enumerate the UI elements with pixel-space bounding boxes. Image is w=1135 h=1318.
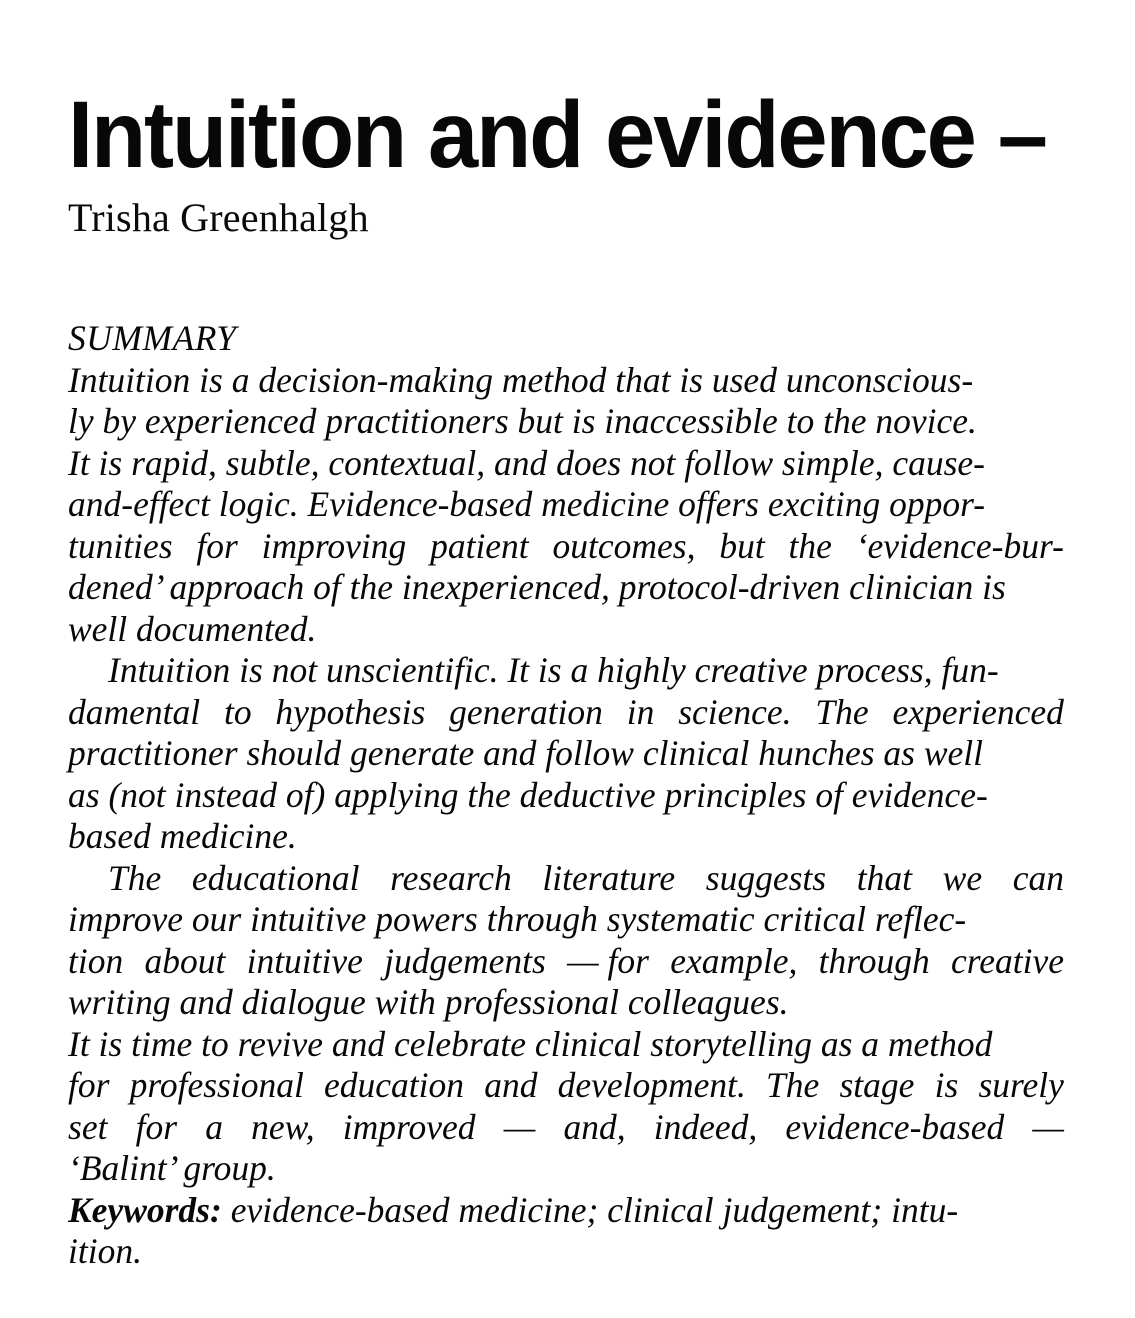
abstract-line	[68, 1107, 1064, 1149]
abstract-word: education	[324, 1065, 465, 1105]
abstract-line: It is time to revive and celebrate clinical storytelling as a method	[68, 1023, 993, 1064]
abstract-word: generation	[449, 691, 603, 732]
abstract-word: The	[766, 1065, 820, 1105]
abstract-line	[68, 1065, 1064, 1107]
abstract-word: tunities	[68, 525, 173, 566]
abstract-word: and	[484, 1065, 538, 1105]
abstract-word: judgements	[384, 940, 546, 981]
abstract-body	[68, 360, 1064, 1190]
abstract-line: Intuition is not unscientific. It is a highly creative process, fun-	[108, 650, 999, 690]
abstract-word: improved	[342, 1106, 476, 1147]
abstract-word: educational	[191, 857, 360, 898]
abstract-word: and,	[563, 1106, 626, 1147]
page-title: Intuition and evidence –	[68, 81, 1046, 188]
abstract-word: development.	[557, 1065, 746, 1105]
abstract-word: for	[196, 525, 238, 566]
abstract-word: The	[108, 857, 162, 898]
author-name: Trisha Greenhalgh	[68, 195, 369, 240]
abstract-word: research	[390, 857, 512, 898]
abstract-word: the	[788, 525, 832, 566]
abstract-line: ly by experienced practitioners but is inaccessible to the novice.	[68, 401, 977, 441]
abstract-word: for	[135, 1106, 178, 1147]
abstract-word: suggests	[705, 857, 827, 898]
abstract-word: new,	[251, 1106, 315, 1147]
abstract-word: indeed,	[653, 1106, 758, 1147]
keywords-text-part-1: evidence-based medicine; clinical judgement; intu-	[221, 1189, 959, 1230]
abstract-line: writing and dialogue with professional colleagues.	[68, 982, 789, 1022]
abstract-block	[68, 318, 1064, 1273]
abstract-line: and-effect logic. Evidence-based medicine offers exciting oppor-	[68, 484, 986, 524]
abstract-word: a	[205, 1106, 223, 1147]
abstract-heading: SUMMARY	[68, 318, 237, 358]
abstract-word: ‘evidence-bur-	[855, 525, 1064, 566]
abstract-word: is	[934, 1065, 959, 1105]
abstract-line: ‘Balint’ group.	[68, 1148, 276, 1188]
abstract-word: — for	[567, 940, 649, 981]
abstract-word: improving	[261, 525, 407, 566]
abstract-line: dened’ approach of the inexperienced, protocol-driven clinician is	[68, 567, 1006, 607]
abstract-line	[68, 941, 1064, 983]
abstract-word: for	[68, 1065, 110, 1105]
abstract-line: It is rapid, subtle, contextual, and does not follow simple, cause-	[68, 442, 985, 483]
abstract-line: based medicine.	[68, 816, 297, 856]
abstract-line	[68, 858, 1064, 900]
abstract-word: creative	[950, 940, 1064, 981]
abstract-word: but	[719, 525, 765, 566]
abstract-line: as (not instead of) applying the deductive principles of evidence-	[68, 774, 988, 815]
abstract-word: The	[815, 691, 869, 732]
abstract-word: to	[223, 691, 252, 732]
abstract-word: science.	[678, 691, 792, 732]
abstract-word: set	[68, 1106, 108, 1147]
abstract-word: literature	[542, 857, 676, 898]
keywords-label: Keywords:	[68, 1189, 222, 1230]
abstract-line: improve our intuitive powers through systematic critical reflec-	[68, 899, 967, 939]
abstract-word: evidence-based	[785, 1106, 1005, 1147]
abstract-word: in	[626, 691, 655, 732]
abstract-word: experienced	[892, 691, 1064, 732]
abstract-line	[68, 692, 1064, 734]
abstract-line: well documented.	[68, 608, 317, 649]
abstract-word: example,	[670, 940, 798, 981]
abstract-word: hypothesis	[275, 691, 426, 732]
abstract-word: outcomes,	[552, 525, 696, 566]
abstract-word: —	[503, 1106, 536, 1147]
abstract-word: professional	[129, 1065, 304, 1105]
abstract-word: —	[1032, 1106, 1064, 1147]
abstract-word: about	[144, 940, 226, 981]
keywords-line-2: ition.	[68, 1231, 142, 1271]
keywords-line-1	[68, 1190, 1064, 1232]
abstract-word: damental	[68, 691, 201, 732]
abstract-word: stage	[839, 1065, 915, 1105]
abstract-word: through	[818, 940, 930, 981]
abstract-word: intuitive	[246, 940, 363, 981]
abstract-word: patient	[430, 525, 529, 566]
abstract-line: practitioner should generate and follow clinical hunches as well	[68, 733, 984, 773]
abstract-line: Intuition is a decision-making method that is used unconscious-	[68, 359, 974, 400]
abstract-word: tion	[68, 940, 124, 981]
abstract-word: that	[856, 857, 912, 898]
abstract-word: surely	[978, 1065, 1064, 1105]
abstract-line	[68, 526, 1064, 568]
abstract-word: we	[942, 857, 983, 898]
abstract-word: can	[1012, 857, 1064, 898]
